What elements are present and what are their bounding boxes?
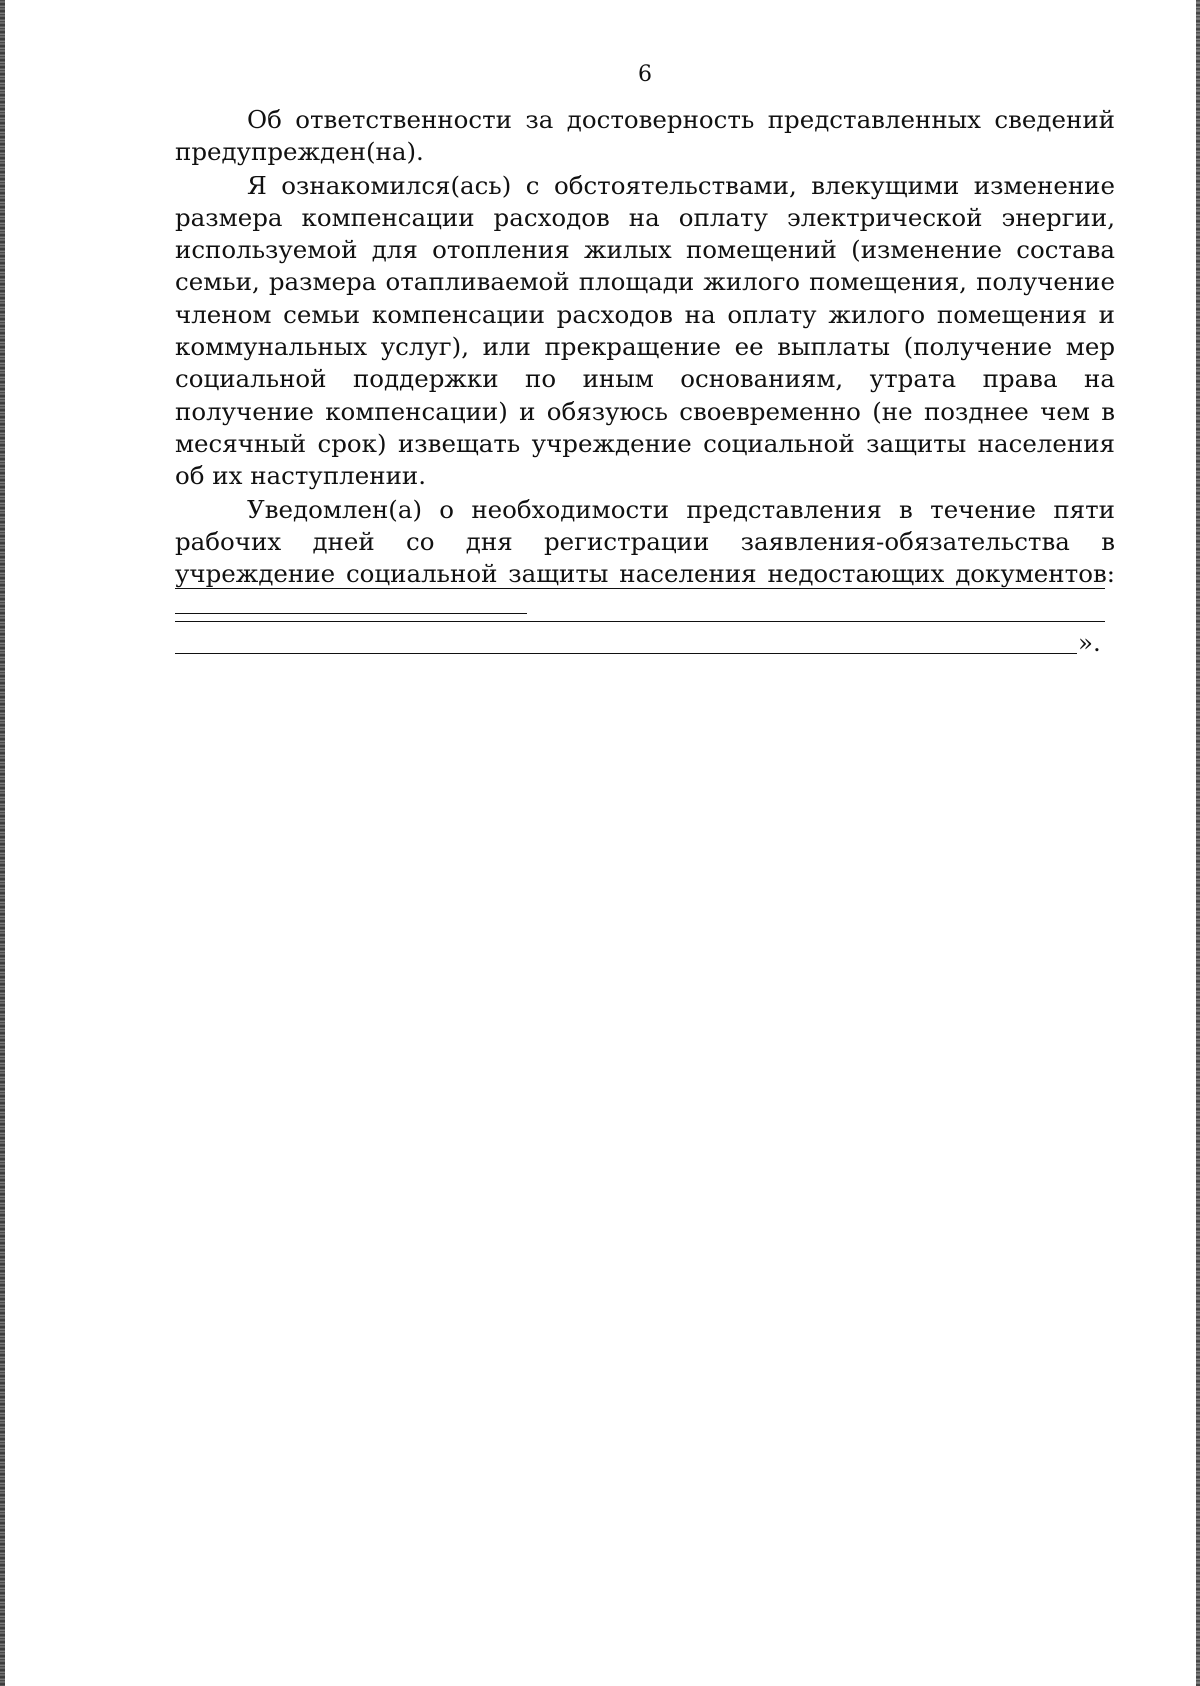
documents-fill-line-3[interactable]	[175, 621, 1105, 622]
document-body	[175, 104, 1115, 624]
scan-edge-right	[1196, 0, 1200, 1686]
acknowledgement-paragraph: Я ознакомился(ась) с обстоятельствами, влекущими изменение размера компенсации расходов на оплату электрической энергии, используемой для отопления жилых помещений (изменение состава семьи, размера отапливаемой площади жилого помещения, получение членом семьи компенсации расходов на оплату жилого помещения и коммунальных услуг), или прекращение ее выплаты (получение мер социальной поддержки по иным основаниям, утрата права на получение компенсации) и обязуюсь своевременно (не позднее чем в месячный срок) извещать учреждение социальной защиты населения об их наступлении.	[175, 170, 1115, 491]
notification-text: Уведомлен(а) о необходимости представления в течение пяти рабочих дней со дня регистрации заявления-обязательства в учреждение социальной защиты населения недостающих документов:	[175, 494, 1115, 589]
documents-fill-line[interactable]	[175, 591, 527, 614]
closing-quote-mark: ».	[1078, 628, 1101, 657]
responsibility-paragraph: Об ответственности за достоверность представленных сведений предупрежден(на).	[175, 105, 1115, 167]
page-number: 6	[638, 62, 652, 87]
notification-paragraph	[175, 494, 1115, 623]
documents-fill-line-2[interactable]	[175, 588, 1105, 589]
documents-fill-line-4[interactable]	[175, 653, 1077, 654]
scan-edge-left	[0, 0, 5, 1686]
